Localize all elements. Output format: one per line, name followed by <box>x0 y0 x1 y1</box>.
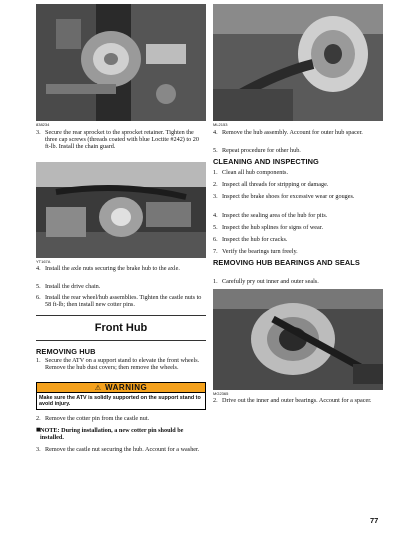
step-text: Carefully pry out inner and outer seals. <box>222 278 319 285</box>
step-text: Remove the hub assembly. Account for outer hub spacer. <box>222 129 363 136</box>
section-divider <box>36 315 206 316</box>
step-number: 3. <box>213 193 218 200</box>
step-number: 2. <box>36 415 41 422</box>
step-number: 5. <box>213 224 218 231</box>
step-number: 3. <box>36 129 41 136</box>
warning-box <box>36 382 206 410</box>
instruction-step <box>213 278 383 285</box>
note <box>36 427 206 441</box>
subsection-heading: CLEANING AND INSPECTING <box>213 157 319 166</box>
inspect-step <box>213 181 383 188</box>
rear-sprocket-photo <box>36 4 206 121</box>
inspect-step <box>213 224 383 231</box>
subsection-heading: REMOVING HUB BEARINGS AND SEALS <box>213 258 360 267</box>
step-text: Inspect the hub for cracks. <box>222 236 288 243</box>
figure-id: YT167A <box>36 259 51 264</box>
step-text: Install the rear wheel/hub assemblies. Tighten the castle nuts to 58 ft-lb; then install new cotter pins. <box>45 294 202 309</box>
page-number: 77 <box>370 516 379 525</box>
instruction-step <box>36 294 206 308</box>
figure-id: ML2153 <box>213 122 228 127</box>
instruction-step <box>213 397 383 404</box>
step-number: 6. <box>36 294 41 301</box>
section-divider <box>36 340 206 341</box>
step-number: 7. <box>213 248 218 255</box>
instruction-step <box>36 446 206 453</box>
step-number: 2. <box>213 181 218 188</box>
step-number: 4. <box>213 129 218 136</box>
step-text: Inspect the hub splines for signs of wear. <box>222 224 324 231</box>
step-number: 3. <box>36 446 41 453</box>
instruction-step <box>36 265 206 272</box>
section-title: Front Hub <box>94 322 148 334</box>
step-text: Repeat procedure for other hub. <box>222 147 301 154</box>
step-text: Install the axle nuts securing the brake hub to the axle. <box>45 265 180 272</box>
step-text: Inspect the sealing area of the hub for pits. <box>222 212 328 219</box>
inspect-step <box>213 212 383 219</box>
step-text: Inspect the brake shoes for excessive wear or gouges. <box>222 193 355 200</box>
step-number: 2. <box>213 397 218 404</box>
step-number: 5. <box>36 283 41 290</box>
figure-id: MG2365 <box>213 391 229 396</box>
step-number: 1. <box>213 169 218 176</box>
instruction-step <box>213 147 383 154</box>
step-number: 4. <box>213 212 218 219</box>
instruction-step <box>36 283 206 290</box>
step-number: 6. <box>213 236 218 243</box>
warning-triangle-icon: ⚠ <box>94 383 102 392</box>
figure-id: 838234 <box>36 122 50 127</box>
step-number: 1. <box>213 278 218 285</box>
note-bullet-icon: ■ <box>36 427 41 433</box>
instruction-step <box>36 415 206 422</box>
instruction-step <box>36 129 206 151</box>
inspect-step <box>213 236 383 243</box>
step-text: Inspect all threads for stripping or damage. <box>222 181 329 188</box>
warning-header <box>37 383 205 393</box>
step-text: Remove the cotter pin from the castle nut. <box>45 415 150 422</box>
seal-removal-photo <box>213 289 383 390</box>
hub-removal-photo <box>213 4 383 121</box>
inspect-step <box>213 248 383 255</box>
step-text: Verify the bearings turn freely. <box>222 248 298 255</box>
warning-label: WARNING <box>105 383 148 392</box>
step-text: Clean all hub components. <box>222 169 288 176</box>
instruction-step <box>36 357 206 371</box>
note-text: NOTE: During installation, a new cotter pin should be installed. <box>40 427 184 442</box>
subsection-heading: REMOVING HUB <box>36 347 96 356</box>
warning-text: Make sure the ATV is solidly supported on the support stand to avoid injury. <box>39 394 201 408</box>
step-text: Drive out the inner and outer bearings. Account for a spacer. <box>222 397 372 404</box>
step-text: Secure the ATV on a support stand to elevate the front wheels. Remove the hub dust covers; then remove the wheels. <box>45 357 200 372</box>
inspect-step <box>213 193 383 200</box>
step-text: Install the drive chain. <box>45 283 101 290</box>
step-number: 5. <box>213 147 218 154</box>
step-number: 1. <box>36 357 41 364</box>
step-text: Remove the castle nut securing the hub. Account for a washer. <box>45 446 200 453</box>
step-text: Secure the rear sprocket to the sprocket retainer. Tighten the three cap screws (threads coated with blue Loctite #242) to 20 ft-lb. Install the chain guard. <box>45 129 199 151</box>
step-number: 4. <box>36 265 41 272</box>
instruction-step <box>213 129 383 136</box>
inspect-step <box>213 169 383 176</box>
brake-hub-photo <box>36 162 206 258</box>
